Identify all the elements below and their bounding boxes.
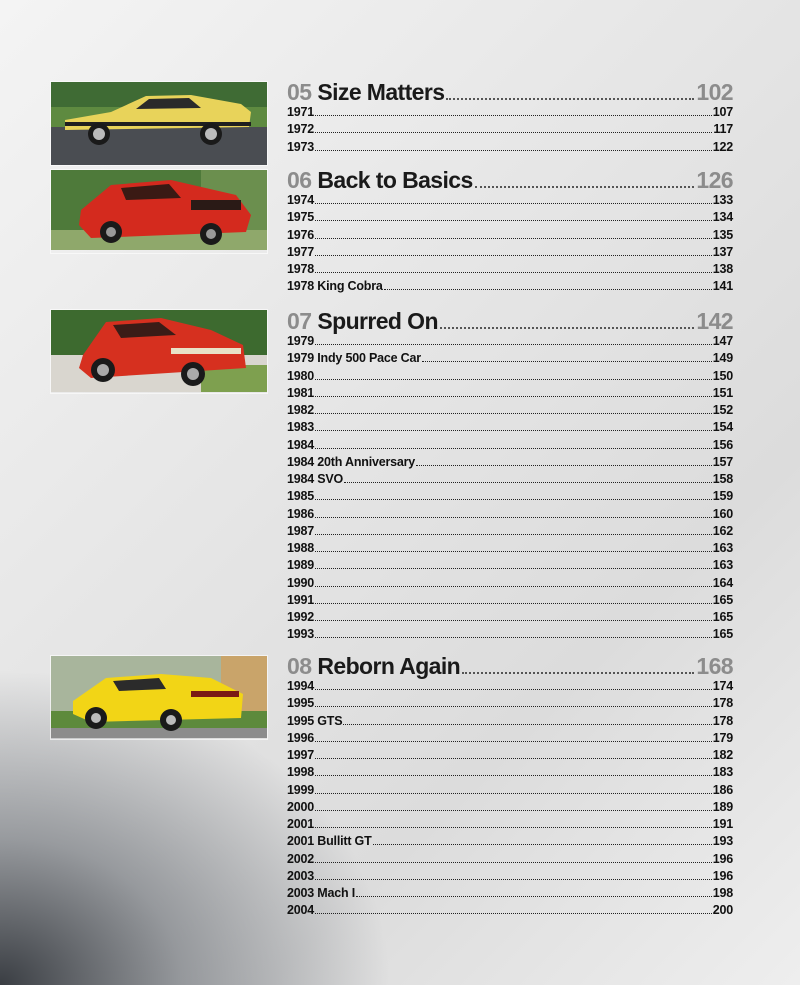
entry-page: 196 [712,851,733,866]
toc-entry[interactable] [287,507,733,524]
dot-leader [315,430,712,431]
entry-page: 182 [712,748,733,762]
entry-page: 149 [712,351,733,366]
dot-leader [315,238,712,239]
toc-entry[interactable] [287,558,733,575]
entry-page: 200 [712,903,733,918]
entry-page: 156 [712,437,733,452]
dot-leader [315,741,712,742]
entry-label: 1995 [287,696,315,711]
chapter-number: 08 [287,653,312,679]
entry-page: 135 [712,227,733,242]
toc-entry[interactable] [287,783,733,800]
toc-entry[interactable] [287,817,733,834]
entry-page: 198 [712,886,733,900]
entry-label: 1984 20th Anniversary [287,454,416,469]
dot-leader [315,586,712,587]
dot-leader [315,396,712,397]
entry-label: 1979 [287,334,315,348]
toc-entry[interactable] [287,228,733,245]
dot-leader [416,465,712,466]
entry-label: 1988 [287,541,315,555]
entry-page: 162 [712,523,733,538]
entry-page: 191 [712,817,733,831]
toc-entry[interactable] [287,210,733,227]
toc-entry[interactable] [287,193,733,210]
entry-page: 178 [712,713,733,728]
toc-entry[interactable] [287,903,733,920]
dot-leader [315,758,712,759]
dot-leader [356,896,712,897]
entry-page: 134 [712,210,733,225]
entry-page: 138 [712,262,733,276]
dot-leader [315,255,712,256]
chapter-07-photo [51,310,267,393]
entry-label: 1980 [287,368,315,383]
dot-leader [475,185,695,188]
toc-entry[interactable] [287,472,733,489]
entry-label: 1979 Indy 500 Pace Car [287,351,421,366]
dot-leader [315,793,712,794]
toc-entry[interactable] [287,279,733,296]
entry-label: 1974 [287,193,315,207]
chapter-08 [287,653,733,921]
dot-leader [373,844,712,845]
entry-page: 151 [712,385,733,400]
chapter-number: 05 [287,79,312,105]
chapter-heading[interactable] [287,167,733,193]
entry-label: 1989 [287,558,315,573]
toc-entry[interactable] [287,800,733,817]
entry-label: 1973 [287,139,315,154]
toc-entry[interactable] [287,438,733,455]
entry-page: 183 [712,765,733,780]
entry-label: 1994 [287,679,315,693]
entry-page: 141 [712,279,733,294]
entry-page: 179 [712,730,733,745]
dot-leader [315,551,712,552]
chapter-08-photo [51,656,267,739]
entry-label: 2004 [287,903,315,918]
entry-label: 1983 [287,420,315,435]
toc-entry[interactable] [287,455,733,472]
toc-entry[interactable] [287,593,733,610]
toc-entry[interactable] [287,869,733,886]
dot-leader [315,132,712,133]
dot-leader [315,620,712,621]
entry-label: 1991 [287,592,315,607]
toc-entry[interactable] [287,403,733,420]
chapter-page-number: 142 [696,308,733,334]
entry-label: 1984 [287,437,315,452]
entry-page: 117 [713,122,733,137]
dot-leader [315,272,712,273]
entry-label: 1975 [287,210,315,225]
dot-leader [343,724,711,725]
toc-entry[interactable] [287,714,733,731]
dot-leader [315,379,712,380]
entry-label: 1976 [287,227,315,242]
entry-label: 2001 [287,817,315,831]
entry-label: 2003 [287,868,315,883]
entry-label: 1984 SVO [287,472,344,486]
chapter-title: Size Matters [317,79,445,105]
chapter-number: 06 [287,167,312,193]
toc-entry[interactable] [287,627,733,644]
dot-leader [344,482,712,483]
entry-label: 1978 [287,262,315,276]
entry-label: 1978 King Cobra [287,279,383,294]
chapter-title: Back to Basics [317,167,473,193]
dot-leader [315,810,712,811]
chapter-06 [287,167,733,297]
dot-leader [315,637,712,638]
toc-entry[interactable] [287,122,733,139]
chapter-title: Reborn Again [317,653,461,679]
entry-page: 163 [712,541,733,555]
chapter-page-number: 102 [696,79,733,105]
chapter-06-photo [51,170,267,253]
entry-label: 1987 [287,523,315,538]
entry-label: 2003 Mach I [287,886,355,900]
entry-page: 165 [712,592,733,607]
entry-page: 160 [712,506,733,521]
chapter-05-photo [51,82,267,165]
dot-leader [315,448,712,449]
entry-page: 152 [712,403,733,417]
chapter-page-number: 126 [696,167,733,193]
dot-leader [315,413,712,414]
entry-label: 1999 [287,782,315,797]
toc-entry[interactable] [287,351,733,368]
entry-page: 193 [712,834,733,849]
entry-label: 1981 [287,385,315,400]
toc-entry[interactable] [287,610,733,627]
entry-page: 154 [712,420,733,435]
entry-page: 122 [712,139,733,154]
dot-leader [315,150,712,151]
entry-label: 1997 [287,748,315,762]
chapter-title: Spurred On [317,308,438,334]
toc-entry[interactable] [287,696,733,713]
chapter-heading[interactable] [287,79,733,105]
entry-label: 1972 [287,122,315,137]
dot-leader [315,827,712,828]
toc-entry[interactable] [287,105,733,122]
toc-entry[interactable] [287,576,733,593]
toc-entry[interactable] [287,748,733,765]
dot-leader [315,517,712,518]
toc-entry[interactable] [287,140,733,157]
chapter-heading[interactable] [287,308,733,334]
dot-leader [440,326,695,329]
entry-page: 189 [712,799,733,814]
entry-label: 1996 [287,730,315,745]
entry-page: 165 [712,610,733,624]
toc-entry[interactable] [287,886,733,903]
entry-page: 159 [712,489,733,504]
entry-label: 2001 Bullitt GT [287,834,372,849]
entry-page: 186 [712,782,733,797]
toc-entry[interactable] [287,489,733,506]
toc-entry[interactable] [287,765,733,782]
chapter-05 [287,79,733,157]
entry-page: 133 [712,193,733,207]
entry-label: 1992 [287,610,315,624]
entry-label: 1990 [287,575,315,590]
dot-leader [315,344,712,345]
dot-leader [462,671,694,674]
dot-leader [315,499,712,500]
entry-label: 1985 [287,489,315,504]
chapter-heading[interactable] [287,653,733,679]
entry-page: 174 [712,679,733,693]
toc-entry[interactable] [287,245,733,262]
dot-leader [315,568,712,569]
dot-leader [315,603,712,604]
dot-leader [315,203,712,204]
toc-entry[interactable] [287,334,733,351]
dot-leader [315,706,712,707]
chapter-page-number: 168 [696,653,733,679]
chapter-number: 07 [287,308,312,334]
entry-label: 1998 [287,765,315,780]
entry-page: 157 [712,454,733,469]
entry-label: 2000 [287,799,315,814]
toc-entry[interactable] [287,386,733,403]
toc-entry[interactable] [287,369,733,386]
toc-entry[interactable] [287,852,733,869]
entry-page: 158 [712,472,733,486]
dot-leader [446,97,694,100]
dot-leader [315,689,712,690]
entry-page: 137 [712,244,733,259]
dot-leader [422,361,712,362]
entry-label: 1971 [287,105,315,119]
entry-label: 2002 [287,851,315,866]
toc-entry[interactable] [287,262,733,279]
dot-leader [315,220,712,221]
entry-page: 178 [712,696,733,711]
dot-leader [384,289,712,290]
dot-leader [315,115,712,116]
toc-entry[interactable] [287,420,733,437]
dot-leader [315,862,712,863]
dot-leader [315,879,712,880]
entry-page: 164 [712,575,733,590]
entry-label: 1993 [287,627,315,642]
chapter-07 [287,308,733,645]
entry-page: 147 [712,334,733,348]
dot-leader [315,913,712,914]
dot-leader [315,534,712,535]
entry-label: 1986 [287,506,315,521]
entry-page: 165 [712,627,733,642]
entry-page: 196 [712,868,733,883]
entry-page: 163 [712,558,733,573]
entry-label: 1977 [287,244,315,259]
toc-entry[interactable] [287,679,733,696]
entry-label: 1982 [287,403,315,417]
dot-leader [315,775,712,776]
toc-entry[interactable] [287,834,733,851]
toc-entry[interactable] [287,524,733,541]
toc-entry[interactable] [287,731,733,748]
entry-label: 1995 GTS [287,713,343,728]
entry-page: 107 [712,105,733,119]
toc-entry[interactable] [287,541,733,558]
entry-page: 150 [712,368,733,383]
